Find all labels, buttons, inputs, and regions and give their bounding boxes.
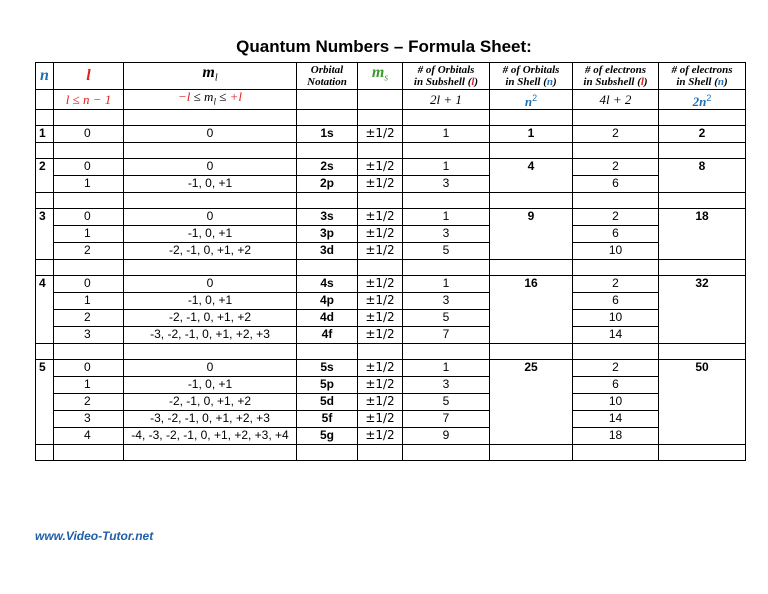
header-paren: ) — [474, 76, 479, 88]
spacer-cell — [490, 143, 573, 159]
header-n — [36, 63, 54, 90]
orbitals-shell-cell: 16 — [490, 276, 573, 344]
spacer-cell — [358, 143, 403, 159]
ms-cell: ±1/2 — [358, 360, 403, 377]
header-ml-symbol: m — [202, 64, 215, 82]
spacer-cell — [573, 344, 659, 360]
spacer-cell — [54, 143, 124, 159]
electrons-subshell-cell: 2 — [573, 360, 659, 377]
electrons-subshell-cell: 10 — [573, 310, 659, 327]
spacer-cell — [403, 193, 490, 209]
orbitals-subshell-cell: 3 — [403, 176, 490, 193]
header-orbitals-shell-line1: # of Orbitals — [502, 64, 560, 76]
electrons-subshell-cell: 2 — [573, 126, 659, 143]
shell-n-cell: 5 — [36, 360, 54, 445]
shell-n-cell: 4 — [36, 276, 54, 344]
header-electrons-sub-line1: # of electrons — [584, 64, 647, 76]
table-row — [36, 293, 746, 310]
spacer-cell — [124, 110, 297, 126]
formula-ml-mid: ≤ m — [190, 89, 214, 105]
ms-cell: ±1/2 — [358, 411, 403, 428]
spacer-cell — [36, 110, 54, 126]
ms-cell: ±1/2 — [358, 209, 403, 226]
spacer-cell — [297, 143, 358, 159]
formula-orbitals-subshell — [403, 90, 490, 110]
spacer-cell — [490, 344, 573, 360]
table-row — [36, 327, 746, 344]
spacer-cell — [573, 445, 659, 461]
header-electrons-shell — [659, 63, 746, 90]
orbital-notation-cell: 2s — [297, 159, 358, 176]
l-cell: 2 — [54, 310, 124, 327]
orbital-notation-cell: 3p — [297, 226, 358, 243]
spacer-cell — [659, 110, 746, 126]
orbitals-subshell-cell: 7 — [403, 327, 490, 344]
ml-cell: 0 — [124, 126, 297, 143]
orbital-notation-cell: 5d — [297, 394, 358, 411]
spacer-cell — [36, 260, 54, 276]
electrons-subshell-cell: 10 — [573, 243, 659, 260]
header-electrons-shell-n: n — [717, 76, 725, 88]
table-row — [36, 377, 746, 394]
orbitals-subshell-cell: 7 — [403, 411, 490, 428]
electrons-subshell-cell: 18 — [573, 428, 659, 445]
orbitals-subshell-cell: 1 — [403, 360, 490, 377]
spacer-cell — [490, 445, 573, 461]
ms-cell: ±1/2 — [358, 126, 403, 143]
shell-n-cell: 3 — [36, 209, 54, 260]
spacer-cell — [358, 445, 403, 461]
ml-cell: -1, 0, +1 — [124, 293, 297, 310]
orbitals-subshell-cell: 5 — [403, 243, 490, 260]
header-orbital-notation — [297, 63, 358, 90]
spacer-cell — [358, 260, 403, 276]
ml-cell: 0 — [124, 159, 297, 176]
spacer-cell — [36, 344, 54, 360]
electrons-shell-cell: 8 — [659, 159, 746, 193]
header-electrons-shell-line2: in Shell ( — [676, 76, 718, 88]
spacer-cell — [36, 143, 54, 159]
formula-ml-right: +l — [229, 89, 242, 105]
spacer-cell — [573, 193, 659, 209]
ms-cell: ±1/2 — [358, 276, 403, 293]
orbitals-subshell-cell: 3 — [403, 377, 490, 394]
header-orbitals-sub-l: l — [471, 76, 475, 88]
formula-row — [36, 90, 746, 110]
formula-electrons-shell-sup: 2 — [706, 92, 712, 103]
ml-cell: -1, 0, +1 — [124, 377, 297, 394]
ms-cell: ±1/2 — [358, 226, 403, 243]
table-row — [36, 159, 746, 176]
spacer-row — [36, 344, 746, 360]
spacer-row — [36, 260, 746, 276]
header-ms-symbol: m — [371, 64, 385, 82]
orbitals-shell-cell: 1 — [490, 126, 573, 143]
spacer-row — [36, 445, 746, 461]
l-cell: 0 — [54, 276, 124, 293]
formula-ml-mid2: ≤ — [215, 89, 230, 105]
spacer-cell — [403, 445, 490, 461]
spacer-cell — [403, 143, 490, 159]
ml-cell: -3, -2, -1, 0, +1, +2, +3 — [124, 327, 297, 344]
spacer-cell — [403, 260, 490, 276]
spacer-cell — [54, 193, 124, 209]
spacer-cell — [490, 260, 573, 276]
spacer-cell — [124, 143, 297, 159]
spacer-row — [36, 143, 746, 159]
quantum-numbers-table — [35, 62, 746, 461]
table-row — [36, 176, 746, 193]
footer-website: www.Video-Tutor.net — [35, 529, 154, 543]
header-ml — [124, 63, 297, 90]
header-paren: ) — [553, 76, 557, 88]
electrons-shell-cell: 2 — [659, 126, 746, 143]
spacer-cell — [659, 344, 746, 360]
orbital-notation-cell: 1s — [297, 126, 358, 143]
l-cell: 2 — [54, 394, 124, 411]
table-row — [36, 360, 746, 377]
spacer-cell — [573, 260, 659, 276]
ml-cell: -1, 0, +1 — [124, 176, 297, 193]
header-orbitals-shell — [490, 63, 573, 90]
ms-cell: ±1/2 — [358, 428, 403, 445]
ml-cell: 0 — [124, 360, 297, 377]
ms-cell: ±1/2 — [358, 394, 403, 411]
electrons-subshell-cell: 10 — [573, 394, 659, 411]
spacer-cell — [358, 110, 403, 126]
spacer-cell — [124, 344, 297, 360]
table-row — [36, 310, 746, 327]
header-orbitals-shell-n: n — [546, 76, 554, 88]
ms-cell: ±1/2 — [358, 176, 403, 193]
formula-electrons-sub: 4l + 2 — [599, 91, 632, 107]
electrons-subshell-cell: 2 — [573, 159, 659, 176]
spacer-cell — [358, 193, 403, 209]
orbital-notation-cell: 4p — [297, 293, 358, 310]
header-electrons-shell-line1: # of electrons — [671, 64, 733, 76]
spacer-row — [36, 193, 746, 209]
spacer-cell — [54, 110, 124, 126]
electrons-shell-cell: 18 — [659, 209, 746, 260]
spacer-cell — [124, 193, 297, 209]
spacer-cell — [659, 445, 746, 461]
orbitals-subshell-cell: 3 — [403, 293, 490, 310]
orbital-notation-cell: 3s — [297, 209, 358, 226]
header-n-symbol: n — [40, 67, 49, 84]
formula-l-range: l ≤ n − 1 — [65, 91, 112, 107]
header-orbitals-sub-line2: in Subshell ( — [413, 76, 472, 88]
spacer-cell — [573, 143, 659, 159]
formula-ms — [358, 90, 403, 110]
l-cell: 4 — [54, 428, 124, 445]
shell-n-cell: 1 — [36, 126, 54, 143]
orbital-notation-cell: 5p — [297, 377, 358, 394]
spacer-cell — [54, 445, 124, 461]
formula-l — [54, 90, 124, 110]
formula-electrons-shell — [659, 90, 746, 110]
formula-ml-left: −l — [178, 89, 191, 105]
shell-n-cell: 2 — [36, 159, 54, 193]
orbital-notation-cell: 3d — [297, 243, 358, 260]
ms-cell: ±1/2 — [358, 159, 403, 176]
orbitals-subshell-cell: 9 — [403, 428, 490, 445]
electrons-subshell-cell: 2 — [573, 209, 659, 226]
header-paren: ) — [724, 76, 728, 88]
orbital-notation-cell: 5s — [297, 360, 358, 377]
ml-cell: -2, -1, 0, +1, +2 — [124, 310, 297, 327]
electrons-subshell-cell: 14 — [573, 411, 659, 428]
spacer-row — [36, 110, 746, 126]
orbitals-subshell-cell: 3 — [403, 226, 490, 243]
header-ml-sub: l — [214, 72, 218, 84]
electrons-subshell-cell: 14 — [573, 327, 659, 344]
spacer-cell — [659, 193, 746, 209]
header-ms — [358, 63, 403, 90]
formula-orbitals-shell — [490, 90, 573, 110]
spacer-cell — [403, 344, 490, 360]
spacer-cell — [54, 260, 124, 276]
spacer-cell — [124, 445, 297, 461]
electrons-shell-cell: 32 — [659, 276, 746, 344]
ml-cell: -3, -2, -1, 0, +1, +2, +3 — [124, 411, 297, 428]
ml-cell: -2, -1, 0, +1, +2 — [124, 243, 297, 260]
formula-orbital — [297, 90, 358, 110]
orbitals-subshell-cell: 1 — [403, 276, 490, 293]
spacer-cell — [297, 193, 358, 209]
spacer-cell — [297, 260, 358, 276]
table-row — [36, 226, 746, 243]
orbitals-subshell-cell: 1 — [403, 126, 490, 143]
orbital-notation-cell: 5f — [297, 411, 358, 428]
orbitals-subshell-cell: 1 — [403, 159, 490, 176]
table-row — [36, 276, 746, 293]
orbital-notation-cell: 5g — [297, 428, 358, 445]
ml-cell: -4, -3, -2, -1, 0, +1, +2, +3, +4 — [124, 428, 297, 445]
l-cell: 1 — [54, 226, 124, 243]
header-orbitals-shell-line2: in Shell ( — [505, 76, 547, 88]
orbitals-shell-cell: 25 — [490, 360, 573, 445]
ms-cell: ±1/2 — [358, 327, 403, 344]
table-row — [36, 411, 746, 428]
orbital-notation-cell: 2p — [297, 176, 358, 193]
electrons-shell-cell: 50 — [659, 360, 746, 445]
l-cell: 1 — [54, 377, 124, 394]
spacer-cell — [659, 143, 746, 159]
electrons-subshell-cell: 6 — [573, 176, 659, 193]
header-ms-sub: s — [384, 72, 389, 84]
orbitals-shell-cell: 9 — [490, 209, 573, 260]
l-cell: 0 — [54, 159, 124, 176]
l-cell: 0 — [54, 126, 124, 143]
header-electrons-sub-l: l — [640, 76, 644, 88]
orbitals-subshell-cell: 1 — [403, 209, 490, 226]
header-row — [36, 63, 746, 90]
spacer-cell — [403, 110, 490, 126]
spacer-cell — [358, 344, 403, 360]
electrons-subshell-cell: 6 — [573, 293, 659, 310]
ml-cell: 0 — [124, 209, 297, 226]
formula-ml-sub: l — [213, 96, 216, 107]
formula-orbitals-shell-sup: 2 — [532, 92, 538, 103]
spacer-cell — [124, 260, 297, 276]
header-electrons-subshell — [573, 63, 659, 90]
spacer-cell — [297, 110, 358, 126]
table-row — [36, 394, 746, 411]
spacer-cell — [659, 260, 746, 276]
header-l-symbol: l — [86, 67, 91, 84]
spacer-cell — [297, 445, 358, 461]
l-cell: 1 — [54, 176, 124, 193]
electrons-subshell-cell: 6 — [573, 226, 659, 243]
l-cell: 2 — [54, 243, 124, 260]
ms-cell: ±1/2 — [358, 310, 403, 327]
orbital-notation-cell: 4f — [297, 327, 358, 344]
ms-cell: ±1/2 — [358, 293, 403, 310]
formula-ml — [124, 90, 297, 110]
spacer-cell — [490, 110, 573, 126]
l-cell: 0 — [54, 209, 124, 226]
spacer-cell — [36, 193, 54, 209]
formula-orbitals-shell: n — [524, 93, 533, 109]
orbital-notation-cell: 4d — [297, 310, 358, 327]
ml-cell: -2, -1, 0, +1, +2 — [124, 394, 297, 411]
spacer-cell — [297, 344, 358, 360]
header-orbital-line1: Orbital — [310, 64, 344, 76]
ms-cell: ±1/2 — [358, 377, 403, 394]
l-cell: 3 — [54, 327, 124, 344]
table-row — [36, 126, 746, 143]
ml-cell: -1, 0, +1 — [124, 226, 297, 243]
electrons-subshell-cell: 2 — [573, 276, 659, 293]
table-row — [36, 243, 746, 260]
orbitals-shell-cell: 4 — [490, 159, 573, 193]
header-orbitals-sub-line1: # of Orbitals — [417, 64, 475, 76]
spacer-cell — [490, 193, 573, 209]
l-cell: 1 — [54, 293, 124, 310]
orbitals-subshell-cell: 5 — [403, 310, 490, 327]
header-orbital-line2: Notation — [307, 76, 347, 88]
formula-electrons-subshell — [573, 90, 659, 110]
l-cell: 3 — [54, 411, 124, 428]
spacer-cell — [573, 110, 659, 126]
electrons-subshell-cell: 6 — [573, 377, 659, 394]
header-orbitals-subshell — [403, 63, 490, 90]
ms-cell: ±1/2 — [358, 243, 403, 260]
l-cell: 0 — [54, 360, 124, 377]
spacer-cell — [36, 445, 54, 461]
orbitals-subshell-cell: 5 — [403, 394, 490, 411]
table-row — [36, 209, 746, 226]
header-electrons-sub-line2: in Subshell ( — [583, 76, 641, 88]
page-title: Quantum Numbers – Formula Sheet: — [236, 37, 532, 56]
formula-electrons-shell: 2n — [692, 93, 707, 109]
header-paren: ) — [643, 76, 648, 88]
formula-orbitals-sub: 2l + 1 — [430, 91, 462, 107]
formula-n — [36, 90, 54, 110]
ml-cell: 0 — [124, 276, 297, 293]
table-row — [36, 428, 746, 445]
spacer-cell — [54, 344, 124, 360]
orbital-notation-cell: 4s — [297, 276, 358, 293]
header-l — [54, 63, 124, 90]
